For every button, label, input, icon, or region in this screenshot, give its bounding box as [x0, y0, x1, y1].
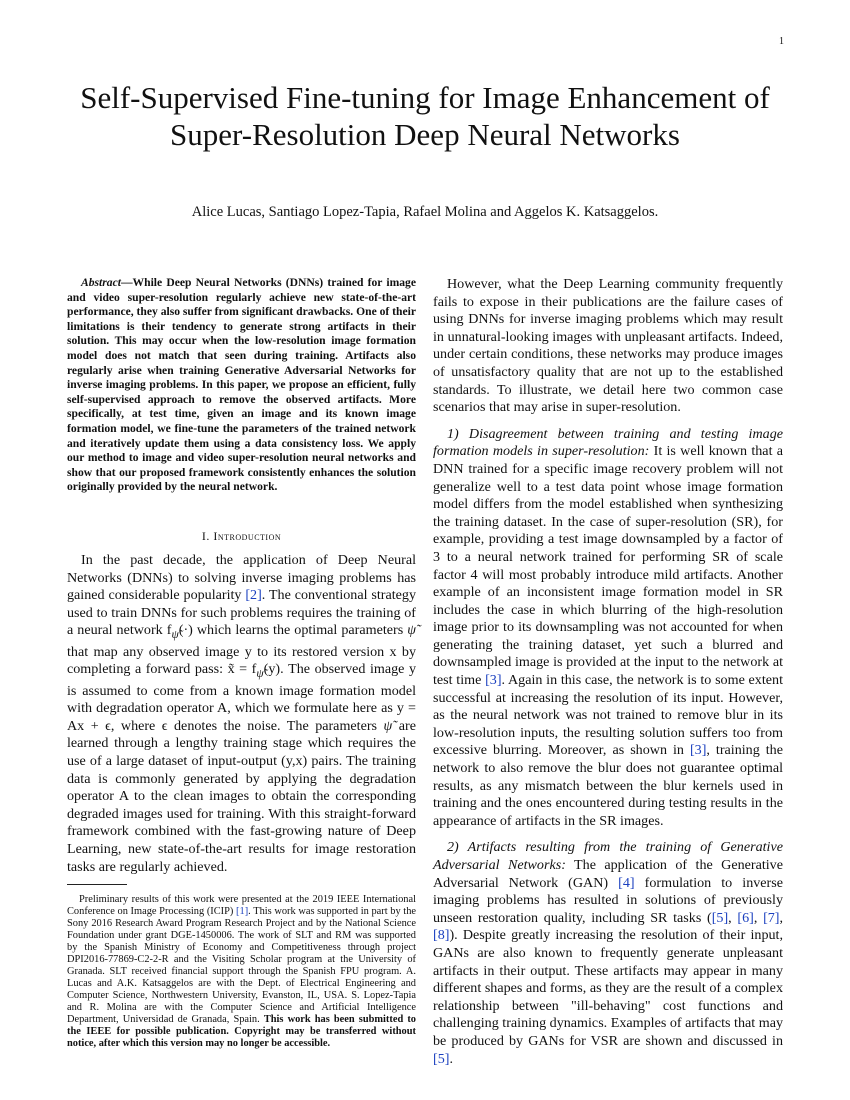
citation-link[interactable]: [5]: [433, 1050, 450, 1067]
body-paragraph: However, what the Deep Learning community frequently fails to expose in their publications are the failure cases of using DNNs for inverse imaging problems which may result in unnatural-looking images with unpleasant artifacts. Indeed, under certain conditions, these networks may produce images of unsatisfactory quality that are not up to the established standards. To illustrate, we detail here two common case scenarios that may arise in super-resolution.: [433, 276, 783, 416]
text-run: (·) which learns the optimal parameters: [178, 622, 404, 639]
abstract: Abstract—While Deep Neural Networks (DNNs) trained for image and video super-resolution regularly achieve new state-of-the-art performance, they also suffer from significant drawbacks. One of their limitations is their tendency to generate strong artifacts in their solution. This may occur when the low-resolution image formation model does not match that seen during training. Artifacts also regularly arise when training Generative Adversarial Networks for inverse imaging problems. In this paper, we propose an efficient, fully self-supervised approach to remove the observed artifacts. More specifically, at test time, given an image and its known image formation model, we fine-tune the parameters of the trained network and iteratively update them using a data consistency loss. We apply our method to image and video super-resolution neural networks and show that our proposed framework consistently enhances the solution originally provided by the neural network.: [67, 276, 416, 494]
separator: ,: [728, 909, 738, 926]
paper-title: Self-Supervised Fine-tuning for Image Enhancement of Super-Resolution Deep Neural Networks: [80, 80, 770, 152]
math-symbol: ψ̃: [407, 622, 417, 639]
citation-link[interactable]: [7]: [763, 909, 780, 926]
body-paragraph: [433, 839, 783, 1068]
text-run: Preliminary results of this work were presented at the 2019 IEEE International Conference on Image Processing (ICIP): [67, 894, 416, 918]
copyright-notice: This work has been submitted to the IEEE for possible publication. Copyright may be transferred without notice, after which this version may no longer be accessible.: [67, 1014, 416, 1050]
author-list: Alice Lucas, Santiago Lopez-Tapia, Rafael Molina and Aggelos K. Katsaggelos.: [191, 204, 659, 220]
text-run: . The conventional strategy used to train DNNs for such problems requires the training of a neural network f: [67, 587, 416, 639]
text-run: formulation to inverse imaging problems has resulted in solutions of previously unseen restoration quality, including SR tasks (: [433, 874, 783, 926]
left-column: [67, 276, 416, 1050]
math-subscript: ψ̃: [171, 628, 179, 642]
separator: ,: [753, 909, 764, 926]
text-run: The application of the Generative Adversarial Network (GAN): [433, 857, 783, 891]
section-title: Introduction: [213, 528, 282, 543]
citation-link[interactable]: [1]: [236, 906, 249, 918]
math-subscript: ψ̃: [256, 667, 264, 681]
section-number: I.: [201, 528, 210, 543]
paragraph-heading: 2) Artifacts resulting from the training of Generative Adversarial Networks:: [433, 839, 783, 873]
citation-link[interactable]: [8]: [433, 927, 450, 944]
footnote: [67, 894, 416, 1050]
text-run: . Again in this case, the network is to some extent successful at increasing the resolution of its input. However, as the neural network was not trained to remove blur in its low-resolution inputs, the resulting solution suffers too from excessive blurring. Moreover, as shown in: [433, 672, 783, 759]
citation-link[interactable]: [5]: [711, 909, 729, 926]
text-run: .: [449, 1050, 453, 1067]
citation-link[interactable]: [2]: [245, 587, 262, 604]
page-number: 1: [779, 36, 784, 47]
abstract-label: Abstract: [81, 276, 121, 289]
right-column: [433, 276, 783, 1068]
citation-link[interactable]: [3]: [689, 742, 707, 759]
math-symbol: ψ̃: [383, 717, 393, 734]
citation-link[interactable]: [3]: [485, 672, 502, 689]
section-heading-introduction: [67, 529, 416, 544]
text-run: (y). The observed image y is assumed to come from a known image formation model with degradation operator A, which we formulate here as y = Ax + ϵ, where ϵ denotes the noise. The parameters: [67, 661, 416, 734]
abstract-text: While Deep Neural Networks (DNNs) trained for image and video super-resolution regularly achieve new state-of-the-art performance, they also suffer from significant drawbacks. One of their limitations is their tendency to generate strong artifacts in their solution. This may occur when the low-resolution image formation model does not match that seen during training. Artifacts also regularly arise when training Generative Adversarial Networks for inverse imaging problems. In this paper, we propose an efficient, fully self-supervised approach to remove the observed artifacts. More specifically, at test time, given an image and its known image formation model, we fine-tune the parameters of the trained network and iteratively update them using a data consistency loss. We apply our method to image and video super-resolution neural networks and show that our proposed framework consistently enhances the solution originally provided by the neural network.: [67, 276, 416, 494]
footnote-divider: [67, 884, 127, 885]
text-run: . This work was supported in part by the Sony 2016 Research Award Program Research Project and by the National Science Foundation under grant DGE-1450006. The work of SLT and RM was supported by the Spanish Ministry of Economy and Competitiveness through project DPI2016-77869-C2-2-R and the Visiting Scholar program at the University of Granada. SLT received financial support through the Spanish FPU program. A. Lucas and A.K. Katsaggelos are with the Dept. of Electrical Engineering and Computer Science, Northwestern University, Evanston, IL, USA. S. Lopez-Tapia and R. Molina are with the Computer Science and Artificial Intelligence Department, Universidad de Granada, Spain.: [67, 906, 417, 1026]
text-run: ). Despite greatly increasing the resolution of their input, GANs are also known to frequently generate unpleasant artifacts in their output. These artifacts may appear in many different shapes and forms, as they are the result of a complex relationship between "ill-behaving" cost functions and challenging training dynamics. Examples of artifacts that may be produced by GANs for VSR are shown and discussed in: [433, 927, 783, 1049]
text-run: are learned through a lengthy training stage which requires the use of a large dataset of input-output (y,x) pairs. The training data is commonly generated by applying the degradation operator A to the clean images to obtain the corresponding degraded images used for training. With this straight-forward framework combined with the fast-growing nature of Deep Learning, new state-of-the-art results for image restoration tasks are regularly achieved.: [67, 717, 416, 875]
citation-link[interactable]: [4]: [618, 874, 635, 891]
body-paragraph: [433, 426, 783, 831]
paragraph-heading: 1) Disagreement between training and testing image formation models in super-resolution:: [433, 425, 783, 460]
text-run: , training the network to also remove the blur does not guarantee optimal results, as any mismatch between the blur kernels used in training and the ones encountered during testing results in the appearance of artifacts in the SR images.: [433, 742, 783, 829]
citation-link[interactable]: [6]: [737, 909, 754, 926]
text-run: In the past decade, the application of Deep Neural Networks (DNNs) to solving inverse imaging problems has gained considerable popularity: [67, 551, 416, 604]
text-run: that map any observed image y to its restored version x by completing a forward pass: x̃ = f: [67, 643, 416, 678]
separator: ,: [779, 909, 784, 926]
intro-paragraph: [67, 552, 416, 876]
text-run: It is well known that a DNN trained for a specific image recovery problem will not generalize well to a test data point whose image formation model differs from the model established when synthesizing the training dataset. In the case of super-resolution (SR), for example, providing a test image downsampled by a factor of 3 to a neural network trained for performing SR of scale factor 4 will most probably introduce mild artifacts. Another example of an inconsistent image formation model in SR includes the case in which blurring of the high-resolution image prior to its downsampling was not accounted for when generating the training dataset, yet such a blurred and downsampled image is provided at the input to the network at test time: [433, 443, 784, 689]
